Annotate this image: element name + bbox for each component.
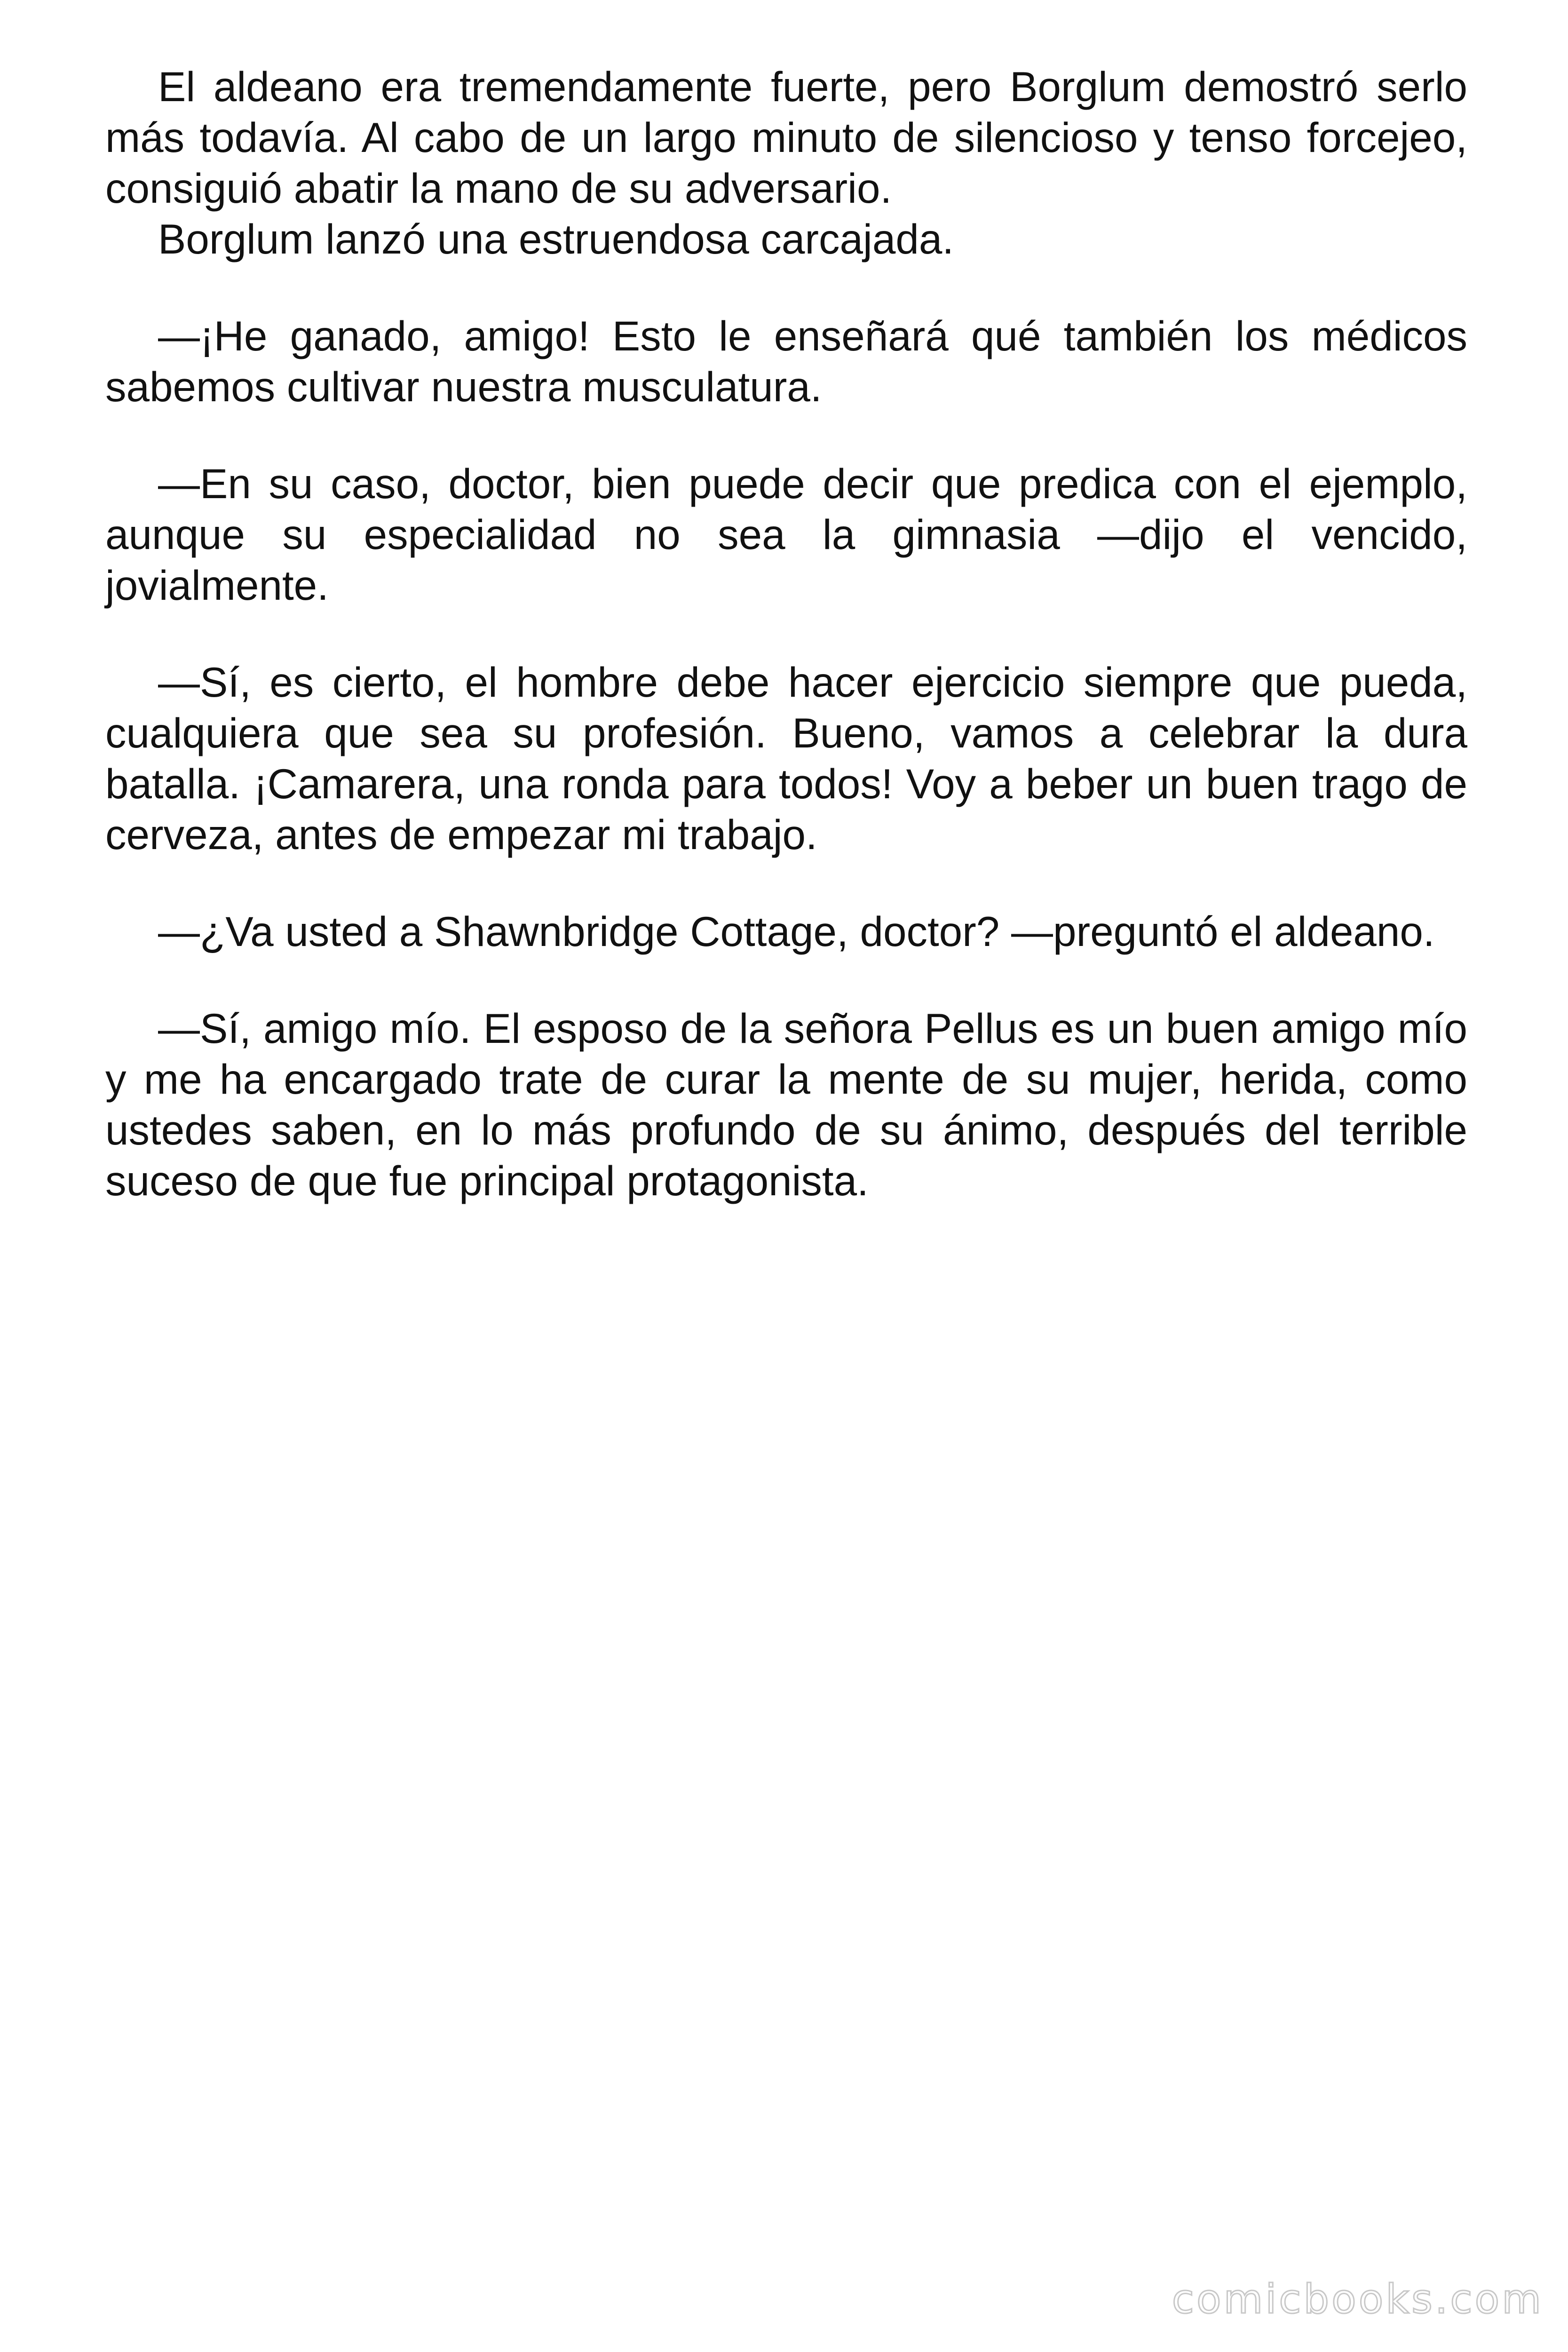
paragraph-1: El aldeano era tremendamente fuerte, pero Borglum demostró serlo más todavía. Al cabo de un largo minuto de silencioso y tenso forcejeo, consiguió abatir la mano de su adversario. [105,63,1467,212]
paragraph-4: —En su caso, doctor, bien puede decir que predica con el ejemplo, aunque su especialidad no sea la gimnasia —dijo el vencido, jovialmente. [105,460,1467,609]
paragraph-6: —¿Va usted a Shawnbridge Cottage, doctor? —preguntó el aldeano. [158,908,1435,955]
paragraph-5: —Sí, es cierto, el hombre debe hacer ejercicio siempre que pueda, cualquiera que sea su profesión. Bueno, vamos a celebrar la dura batalla. ¡Camarera, una ronda para todos! Voy a beber un buen trago de cerveza, antes de empezar mi trabajo. [105,659,1467,858]
watermark: comicbooks.com [1172,2276,1544,2323]
paragraph-3: —¡He ganado, amigo! Esto le enseñará qué también los médicos sabemos cultivar nuestra musculatura. [105,312,1467,410]
paragraph-2: Borglum lanzó una estruendosa carcajada. [158,215,954,262]
paragraph-7: —Sí, amigo mío. El esposo de la señora Pellus es un buen amigo mío y me ha encargado trate de curar la mente de su mujer, herida, como ustedes saben, en lo más profundo de su ánimo, después del terrible suceso de que fue principal protagonista. [105,1005,1467,1204]
body-text [105,61,1467,1206]
